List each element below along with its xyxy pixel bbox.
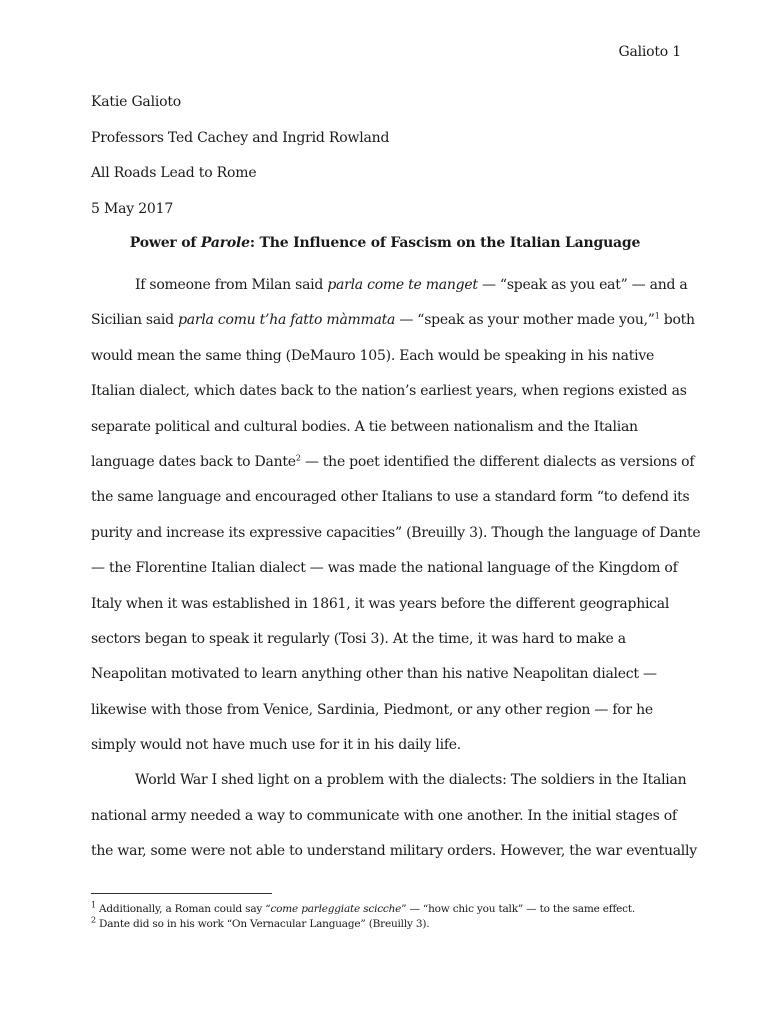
body-line: the same language and encouraged other Italians to use a standard form “to defend its — [91, 489, 690, 506]
professors-line: Professors Ted Cachey and Ingrid Rowland — [91, 129, 390, 146]
text-run: Dante did so in his work “On Vernacular Language” (Breuilly 3). — [95, 918, 430, 930]
footnotes — [91, 902, 635, 932]
body-line: national army needed a way to communicate with one another. In the initial stages of — [91, 807, 677, 824]
footnote-number: 2 — [91, 915, 96, 925]
footnote-separator — [91, 893, 272, 894]
body-line: purity and increase its expressive capacities” (Breuilly 3). Though the language of Dante — [91, 524, 701, 541]
body-line — [91, 445, 695, 480]
body-line — [91, 268, 688, 303]
text-run: language dates back to Dante — [91, 453, 296, 470]
footnote-1 — [91, 902, 635, 917]
body-line: sectors began to speak it regularly (Tosi 3). At the time, it was hard to make a — [91, 630, 626, 647]
title-suffix: : The Influence of Fascism on the Italian Language — [249, 235, 641, 251]
italic-phrase: parla come te manget — [327, 277, 478, 293]
text-run: — “speak as you eat” — and a — [477, 277, 688, 293]
body-line: separate political and cultural bodies. A tie between nationalism and the Italian — [91, 418, 638, 435]
body-line: — the Florentine Italian dialect — was made the national language of the Kingdom of — [91, 560, 678, 577]
text-run: both — [659, 312, 695, 329]
text-run: If someone from Milan said — [135, 277, 328, 293]
body-line — [91, 303, 695, 338]
body-line: Italian dialect, which dates back to the nation’s earliest years, when regions existed as — [91, 383, 687, 400]
text-run: — “speak as your mother made you,” — [395, 312, 655, 329]
text-run: Additionally, a Roman could say “ — [95, 903, 271, 915]
text-run: ” — “how chic you talk” — to the same effect. — [401, 903, 636, 915]
body-text — [91, 268, 701, 870]
body-line: simply would not have much use for it in his daily life. — [91, 737, 461, 754]
text-run: Sicilian said — [91, 312, 179, 329]
title-prefix: Power of — [129, 235, 201, 251]
author-name: Katie Galioto — [91, 94, 182, 110]
date-line: 5 May 2017 — [91, 200, 174, 217]
running-header: Galioto 1 — [618, 44, 681, 60]
footnote-ref-1[interactable]: 1 — [654, 311, 660, 321]
body-line: Neapolitan motivated to learn anything other than his native Neapolitan dialect — — [91, 666, 657, 683]
body-line: the war, some were not able to understand military orders. However, the war eventually — [91, 843, 697, 860]
title-italic-word: Parole — [200, 235, 250, 251]
paper-title — [91, 233, 679, 253]
body-line: World War I shed light on a problem with the dialects: The soldiers in the Italian — [135, 772, 687, 789]
mla-heading — [91, 92, 389, 234]
footnote-number: 1 — [91, 900, 96, 910]
body-line: Italy when it was established in 1861, it was years before the different geographical — [91, 595, 670, 612]
footnote-ref-2[interactable]: 2 — [295, 453, 301, 463]
italic-phrase: come parleggiate scicche — [270, 903, 402, 915]
course-name: All Roads Lead to Rome — [91, 165, 257, 181]
body-line: would mean the same thing (DeMauro 105). Each would be speaking in his native — [91, 347, 655, 364]
italic-phrase: parla comu t’ha fatto màmmata — [178, 312, 396, 329]
text-run: — the poet identified the different dialects as versions of — [300, 453, 695, 470]
body-line: likewise with those from Venice, Sardinia, Piedmont, or any other region — for he — [91, 701, 653, 718]
footnote-2 — [91, 917, 635, 932]
